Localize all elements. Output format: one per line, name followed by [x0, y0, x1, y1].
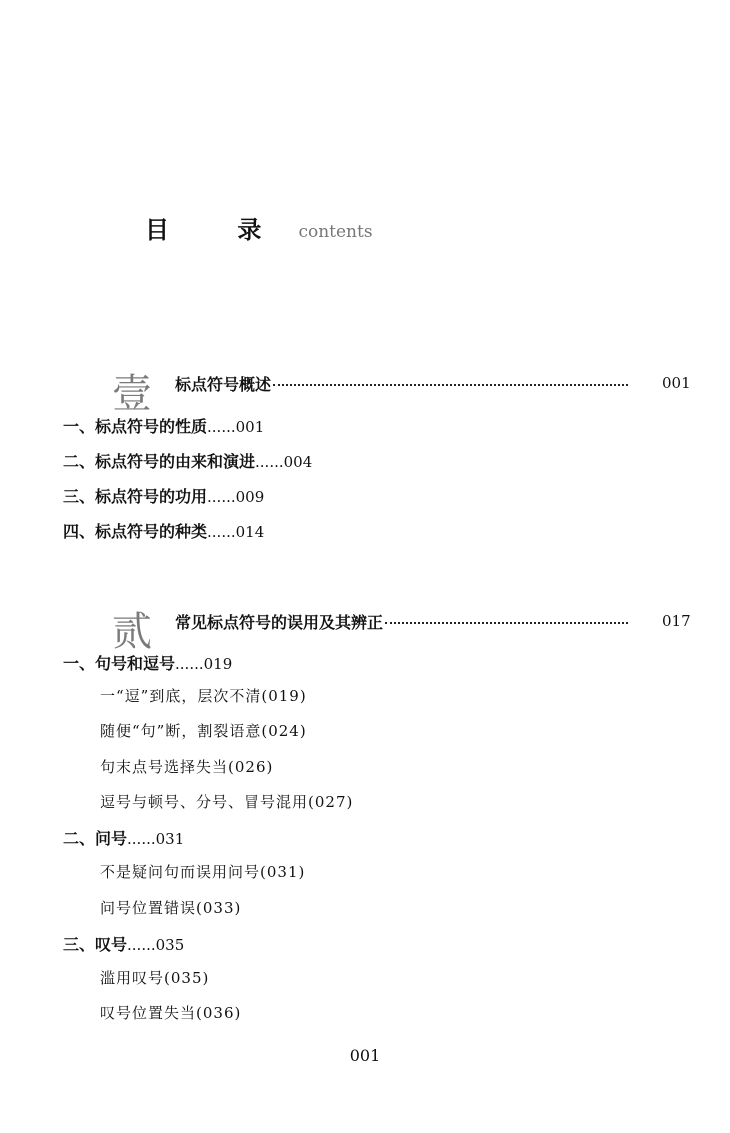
entry-dots: ...... [127, 830, 156, 848]
entry-dots: ...... [207, 418, 236, 436]
entry-label: 四、标点符号的种类 [63, 522, 208, 541]
chapter-page: 017 [662, 612, 691, 630]
entry-label: 二、标点符号的由来和演进 [63, 452, 256, 471]
toc-entry[interactable] [63, 414, 264, 437]
entry-page: 014 [235, 523, 265, 541]
entry-page: 001 [235, 418, 265, 436]
toc-subentry[interactable]: 随便“句”断，割裂语意(024) [100, 722, 307, 740]
leader-dots [385, 612, 628, 624]
chapter-heading[interactable] [175, 610, 691, 633]
toc-subentry[interactable]: 不是疑问句而误用问号(031) [100, 863, 306, 881]
entry-page: 019 [203, 655, 233, 673]
page-number: 001 [349, 1046, 381, 1065]
entry-page: 031 [155, 830, 185, 848]
entry-dots: ...... [255, 453, 284, 471]
leader-dots [273, 374, 628, 386]
toc-subentry[interactable]: 逗号与顿号、分号、冒号混用(027) [100, 793, 354, 811]
chapter-numeral: 壹 [112, 371, 152, 417]
chapter-title: 标点符号概述 [175, 375, 272, 394]
entry-label: 二、问号 [63, 829, 128, 848]
toc-subentry[interactable]: 滥用叹号(035) [100, 969, 210, 987]
toc-entry[interactable] [63, 651, 232, 674]
toc-entry[interactable] [63, 484, 264, 507]
entry-label: 一、标点符号的性质 [63, 417, 208, 436]
toc-entry[interactable] [63, 449, 312, 472]
chapter-numeral: 贰 [112, 609, 152, 655]
toc-entry[interactable] [63, 826, 184, 849]
chapter-title: 常见标点符号的误用及其辨正 [175, 613, 384, 632]
toc-subentry[interactable]: 一“逗”到底，层次不清(019) [100, 687, 307, 705]
toc-subentry[interactable]: 问号位置错误(033) [100, 899, 242, 917]
entry-dots: ...... [207, 488, 236, 506]
entry-label: 一、句号和逗号 [63, 654, 176, 673]
toc-entry[interactable] [63, 932, 184, 955]
toc-subentry[interactable]: 句末点号选择失当(026) [100, 758, 274, 776]
toc-entry[interactable] [63, 519, 264, 542]
entry-label: 三、叹号 [63, 935, 128, 954]
entry-label: 三、标点符号的功用 [63, 487, 208, 506]
toc-title: 目 录 [145, 215, 292, 244]
entry-dots: ...... [175, 655, 204, 673]
entry-dots: ...... [207, 523, 236, 541]
entry-page: 035 [155, 936, 185, 954]
toc-subentry[interactable]: 叹号位置失当(036) [100, 1004, 242, 1022]
toc-heading [145, 210, 373, 250]
entry-page: 009 [235, 488, 265, 506]
chapter-page: 001 [662, 374, 691, 392]
chapter-heading[interactable] [175, 372, 691, 395]
entry-dots: ...... [127, 936, 156, 954]
toc-subtitle: contents [298, 222, 373, 242]
entry-page: 004 [283, 453, 313, 471]
